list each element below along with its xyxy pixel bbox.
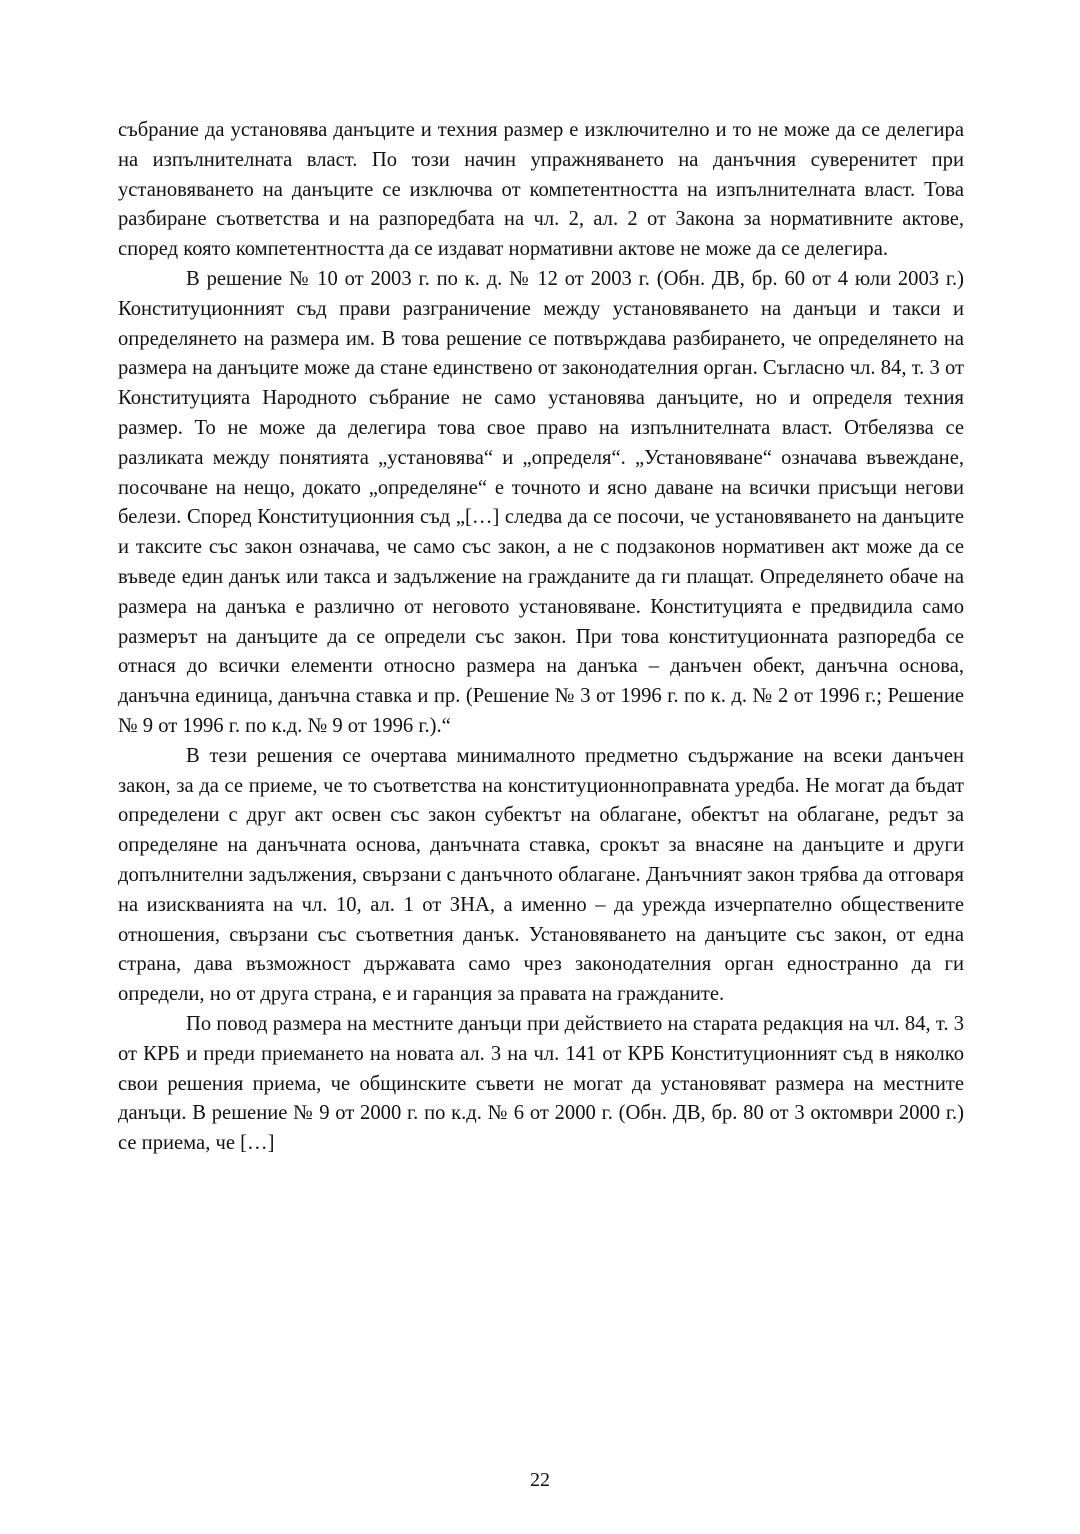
paragraph-4: По повод размера на местните данъци при действието на старата редакция на чл. 84, т. 3 от КРБ и преди приемането на новата ал. 3 на чл. 141 от КРБ Конституционният съд в няколко свои решения приема, че общинските съвети не могат да установяват размера на местните данъци. В решение № 9 от 2000 г. по к.д. № 6 от 2000 г. (Обн. ДВ, бр. 80 от 3 октомври 2000 г.) се приема, че […]	[118, 1012, 964, 1155]
paragraph-3: В тези решения се очертава минималното предметно съдържание на всеки данъчен закон, за да се приеме, че то съответства на конституционноправната уредба. Не могат да бъдат определени с друг акт освен със закон субектът на облагане, обектът на облагане, редът за определяне на данъчната основа, данъчната ставка, срокът за внасяне на данъците и други допълнителни задължения, свързани с данъчното облагане. Данъчният закон трябва да отговаря на изискванията на чл. 10, ал. 1 от ЗНА, а именно – да урежда изчерпателно обществените отношения, свързани със съответния данък. Установяването на данъците със закон, от една страна, дава възможност държавата само чрез законодателния орган едностранно да ги определи, но от друга страна, е и гаранция за правата на гражданите.	[118, 744, 964, 1006]
body-text	[118, 116, 964, 1159]
paragraph-2: В решение № 10 от 2003 г. по к. д. № 12 от 2003 г. (Обн. ДВ, бр. 60 от 4 юли 2003 г.) Конституционният съд прави разграничение между установяването на данъци и такси и определянето на размера им. В това решение се потвърждава разбирането, че определянето на размера на данъците може да стане единствено от законодателния орган. Съгласно чл. 84, т. 3 от Конституцията Народното събрание не само установява данъците, но и определя техния размер. То не може да делегира това свое право на изпълнителната власт. Отбелязва се разликата между понятията „установява“ и „определя“. „Установяване“ означава въвеждане, посочване на нещо, докато „определяне“ е точното и ясно даване на всички присъщи негови белези. Според Конституционния съд „[…] следва да се посочи, че установяването на данъците и таксите със закон означава, че само със закон, а не с подзаконов нормативен акт може да се въведе един данък или такса и задължение на гражданите да ги плащат. Определянето обаче на размера на данъка е различно от неговото установяване. Конституцията е предвидила само размерът на данъците да се определи със закон. При това конституционната разпоредба се отнася до всички елементи относно размера на данъка – данъчен обект, данъчна основа, данъчна единица, данъчна ставка и пр. (Решение № 3 от 1996 г. по к. д. № 2 от 1996 г.; Решение № 9 от 1996 г. по к.д. № 9 от 1996 г.).“	[118, 267, 964, 737]
paragraph-1: събрание да установява данъците и техния размер е изключително и то не може да се делегира на изпълнителната власт. По този начин упражняването на данъчния суверенитет при установяването на данъците се изключва от компетентността на изпълнителната власт. Това разбиране съответства и на разпоредбата на чл. 2, ал. 2 от Закона за нормативните актове, според която компетентността да се издават нормативни актове не може да се делегира.	[118, 119, 964, 261]
page-number: 22	[530, 1469, 550, 1491]
